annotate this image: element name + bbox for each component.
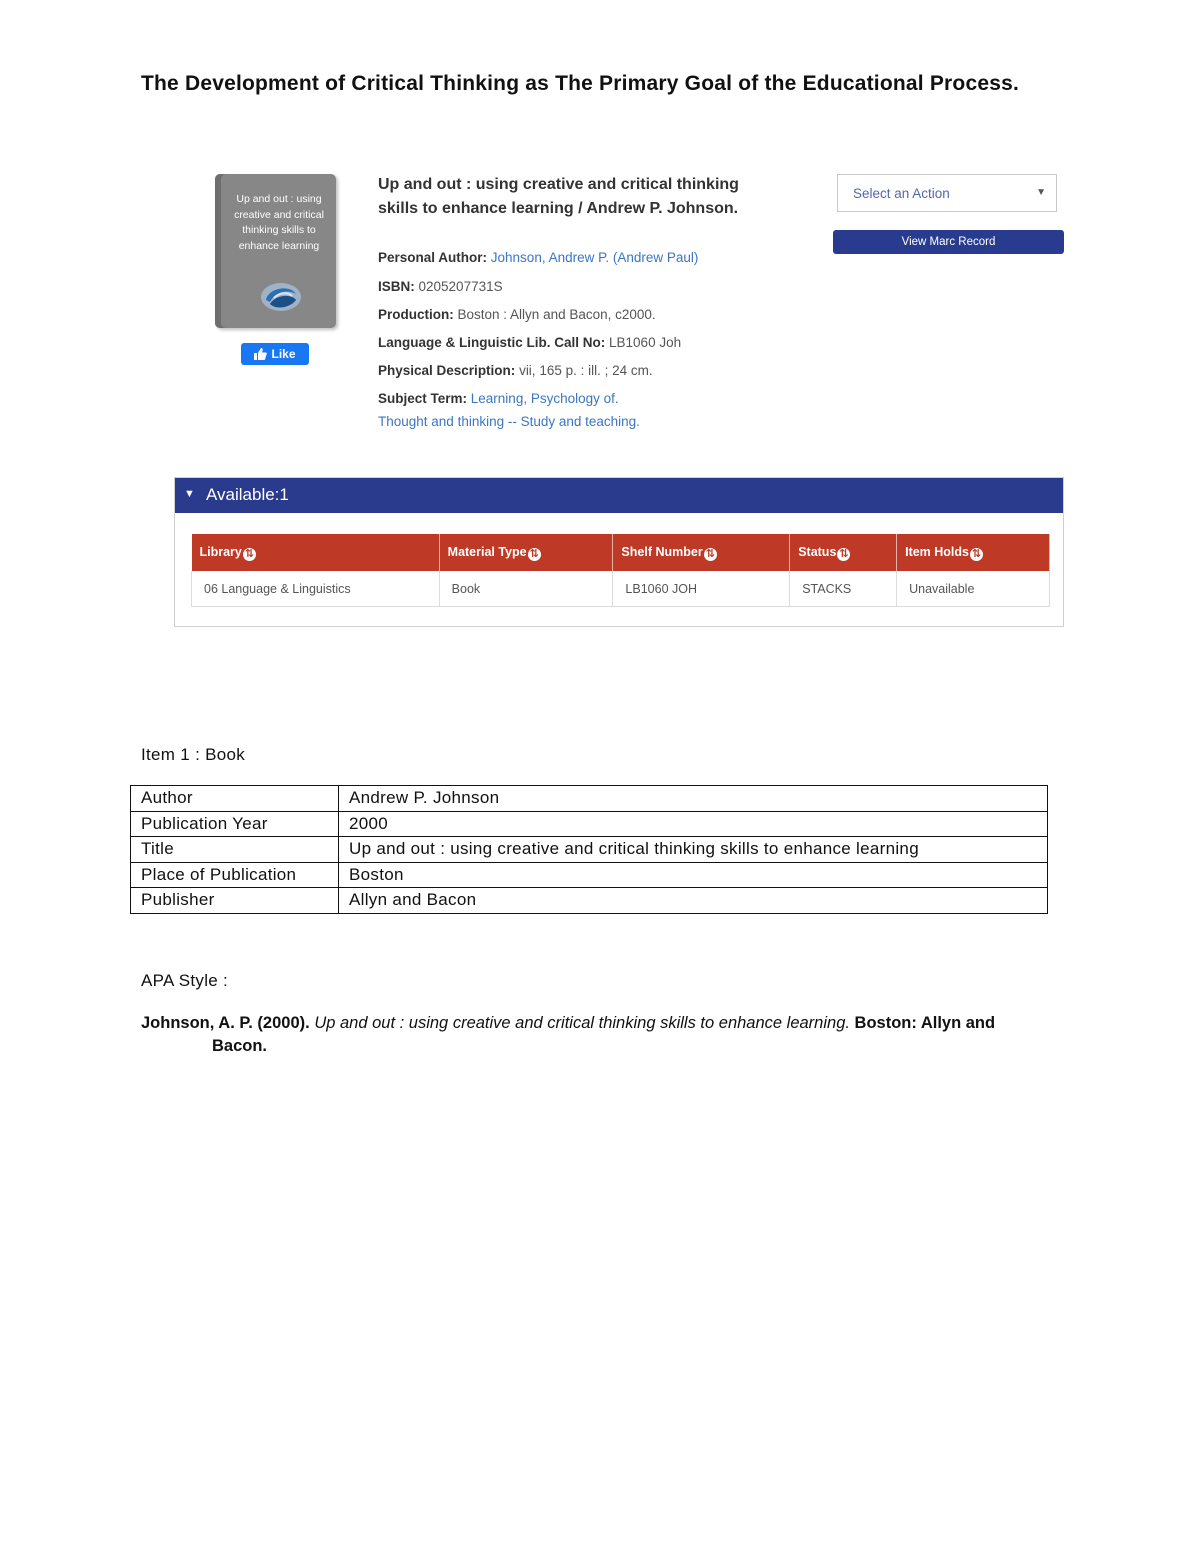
material-type-cell: Book (439, 571, 613, 607)
item-metadata-table (130, 785, 1048, 914)
field-subject-term (378, 391, 619, 406)
column-header-library[interactable] (192, 534, 440, 571)
table-row (131, 862, 1048, 888)
shelf-number-cell: LB1060 JOH (613, 571, 790, 607)
field-label: Subject Term: (378, 391, 468, 406)
sort-icon[interactable]: ⇅ (244, 547, 254, 560)
availability-panel (174, 477, 1064, 627)
apa-title: Up and out : using creative and critical thinking skills to enhance learning. (314, 1014, 850, 1032)
holdings-header-row (192, 534, 1050, 571)
field-subject-term-2 (378, 414, 640, 429)
table-row (192, 571, 1050, 607)
apa-heading: APA Style : (141, 971, 229, 990)
metadata-key: Title (131, 837, 339, 863)
column-label: Item Holds (905, 544, 969, 559)
like-button[interactable] (241, 343, 309, 365)
status-cell: STACKS (790, 571, 897, 607)
thumbs-up-icon (254, 348, 267, 360)
column-header-material-type[interactable] (439, 534, 613, 571)
table-row (131, 786, 1048, 812)
field-call-number (378, 335, 681, 350)
column-label: Status (798, 544, 837, 559)
table-row (131, 837, 1048, 863)
caret-down-icon: ▼ (1036, 187, 1046, 198)
sort-icon[interactable]: ⇅ (971, 547, 982, 560)
metadata-key: Author (131, 786, 339, 812)
field-isbn (378, 279, 503, 294)
sort-icon[interactable]: ⇅ (529, 547, 539, 560)
table-row (131, 888, 1048, 914)
field-label: Language & Linguistic Lib. Call No: (378, 335, 606, 350)
apa-author-year: Johnson, A. P. (2000). (141, 1014, 310, 1032)
call-number-value: LB1060 Joh (609, 335, 682, 350)
cloud-logo-icon (260, 280, 302, 312)
view-marc-record-button[interactable]: View Marc Record (833, 230, 1064, 254)
like-label: Like (271, 347, 296, 361)
apa-place-publisher: Boston: Allyn and (854, 1014, 996, 1032)
library-cell: 06 Language & Linguistics (192, 571, 440, 607)
metadata-key: Publication Year (131, 811, 339, 837)
column-header-item-holds[interactable] (897, 534, 1050, 571)
column-label: Shelf Number (621, 544, 703, 559)
field-label: Personal Author: (378, 250, 488, 265)
field-label: Physical Description: (378, 363, 516, 378)
availability-count: Available:1 (206, 485, 289, 504)
column-label: Library (199, 544, 242, 559)
holdings-table (191, 534, 1050, 607)
table-row (131, 811, 1048, 837)
select-action-label: Select an Action (853, 186, 950, 201)
document-title: The Development of Critical Thinking as The Primary Goal of the Educational Process. (141, 72, 1019, 95)
column-label: Material Type (447, 544, 527, 559)
metadata-key: Publisher (131, 888, 339, 914)
item-holds-cell: Unavailable (897, 571, 1050, 607)
record-title[interactable]: Up and out : using creative and critical thinking skills to enhance learning / Andrew P. Johnson. (378, 176, 739, 217)
metadata-value: Andrew P. Johnson (339, 786, 1048, 812)
metadata-value: 2000 (339, 811, 1048, 837)
column-header-status[interactable] (790, 534, 897, 571)
column-header-shelf-number[interactable] (613, 534, 790, 571)
subject-link-2[interactable]: Thought and thinking -- Study and teaching. (378, 414, 640, 429)
metadata-value: Up and out : using creative and critical thinking skills to enhance learning (339, 837, 1048, 863)
field-physical-description (378, 363, 653, 378)
field-label: ISBN: (378, 279, 415, 294)
cover-text: Up and out : using creative and critical thinking skills to enhance learning (234, 193, 324, 252)
availability-header[interactable] (175, 478, 1063, 513)
item-heading: Item 1 : Book (141, 745, 246, 764)
field-production (378, 307, 656, 322)
collapse-triangle-icon: ▼ (184, 488, 195, 500)
metadata-value: Boston (339, 862, 1048, 888)
field-personal-author (378, 250, 698, 265)
field-label: Production: (378, 307, 454, 322)
subject-link-1[interactable]: Learning, Psychology of. (470, 391, 619, 406)
production-value: Boston : Allyn and Bacon, c2000. (457, 307, 656, 322)
sort-icon[interactable]: ⇅ (705, 547, 715, 560)
metadata-key: Place of Publication (131, 862, 339, 888)
isbn-value: 0205207731S (418, 279, 503, 294)
apa-citation-continuation: Bacon. (212, 1037, 268, 1055)
book-cover[interactable] (215, 174, 336, 328)
metadata-value: Allyn and Bacon (339, 888, 1048, 914)
sort-icon[interactable]: ⇅ (839, 547, 849, 560)
apa-citation (141, 1014, 995, 1033)
physical-description-value: vii, 165 p. : ill. ; 24 cm. (519, 363, 653, 378)
select-action-dropdown[interactable] (837, 174, 1057, 212)
author-link[interactable]: Johnson, Andrew P. (Andrew Paul) (490, 250, 699, 265)
